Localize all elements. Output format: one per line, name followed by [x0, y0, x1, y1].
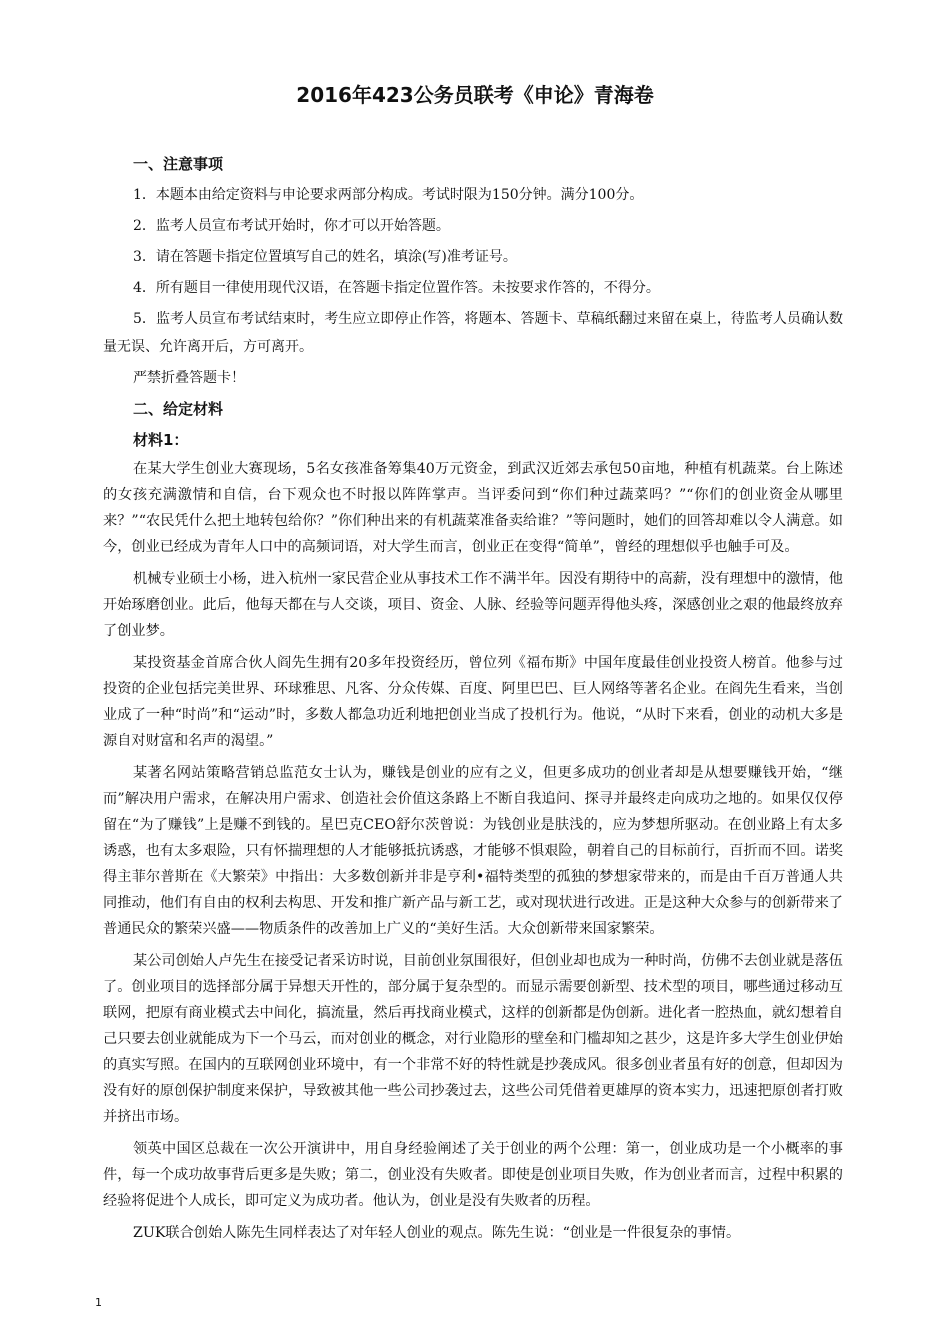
document-body [103, 150, 843, 1252]
notice-item: 3．请在答题卡指定位置填写自己的姓名，填涂(写)准考证号。 [133, 249, 517, 265]
document-title: 2016年423公务员联考《申论》青海卷 [296, 83, 654, 107]
notice-item: 1．本题本由给定资料与申论要求两部分构成。考试时限为150分钟。满分100分。 [133, 187, 644, 203]
material-paragraph: 在某大学生创业大赛现场，5名女孩准备筹集40万元资金，到武汉近郊去承包50亩地，种植有机蔬菜。台上陈述的女孩充满激情和自信，台下观众也不时报以阵阵掌声。当评委问到“你们种过蔬菜吗？”“你们的创业资金从哪里来？”“农民凭什么把土地转包给你？”你们种出来的有机蔬菜准备卖给谁？”等问题时，她们的回答却难以令人满意。如今，创业已经成为青年人口中的高频词语，对大学生而言，创业正在变得“简单”，曾经的理想似乎也触手可及。 [103, 461, 843, 555]
material-paragraph: 领英中国区总裁在一次公开演讲中，用自身经验阐述了关于创业的两个公理：第一，创业成功是一个小概率的事件，每一个成功故事背后更多是失败；第二，创业没有失败者。即使是创业项目失败，作为创业者而言，过程中积累的经验将促进个人成长，即可定义为成功者。他认为，创业是没有失败者的历程。 [103, 1141, 843, 1209]
notice-item: 2．监考人员宣布考试开始时，你才可以开始答题。 [133, 218, 450, 234]
material-paragraph: 某公司创始人卢先生在接受记者采访时说，目前创业氛围很好，但创业却也成为一种时尚，仿佛不去创业就是落伍了。创业项目的选择部分属于异想天开性的，部分属于复杂型的。而显示需要创新型、技术型的项目，哪些通过移动互联网，把原有商业模式去中间化，搞流量，然后再找商业模式，这样的创新都是伪创新。进化者一腔热血，就幻想着自己只要去创业就能成为下一个马云，而对创业的概念，对行业隐形的壁垒和门槛却知之甚少，这是许多大学生创业伊始的真实写照。在国内的互联网创业环境中，有一个非常不好的特性就是抄袭成风。很多创业者虽有好的创意，但却因为没有好的原创保护制度来保护，导致被其他一些公司抄袭过去，这些公司凭借着更雄厚的资本实力，迅速把原创者打败并挤出市场。 [103, 953, 843, 1125]
material-paragraph: ZUK联合创始人陈先生同样表达了对年轻人创业的观点。陈先生说：“创业是一件很复杂的事情。 [133, 1225, 741, 1241]
section-heading-notices: 一、注意事项 [133, 155, 224, 173]
material-paragraph: 某著名网站策略营销总监范女士认为，赚钱是创业的应有之义，但更多成功的创业者却是从想要赚钱开始，“继而”解决用户需求，在解决用户需求、创造社会价值这条路上不断自我追问、探寻并最终走向成功之地的。如果仅仅停留在“为了赚钱”上是赚不到钱的。星巴克CEO舒尔茨曾说：为钱创业是肤浅的，应为梦想所驱动。在创业路上有太多诱惑，也有太多艰险，只有怀揣理想的人才能够抵抗诱惑，才能够不惧艰险，朝着自己的目标前行，百折而不回。诺奖得主菲尔普斯在《大繁荣》中指出：大多数创新并非是亨利•福特类型的孤独的梦想家带来的，而是由千百万普通人共同推动，他们有自由的权利去构思、开发和推广新产品与新工艺，或对现状进行改进。正是这种大众参与的创新带来了普通民众的繁荣兴盛——物质条件的改善加上广义的“美好生活。大众创新带来国家繁荣。 [103, 765, 843, 937]
notice-warning: 严禁折叠答题卡！ [133, 370, 245, 386]
material-paragraph: 机械专业硕士小杨，进入杭州一家民营企业从事技术工作不满半年。因没有期待中的高薪，没有理想中的激情，他开始琢磨创业。此后，他每天都在与人交谈，项目、资金、人脉、经验等问题弄得他头疼，深感创业之艰的他最终放弃了创业梦。 [103, 571, 843, 639]
page-number: 1 [95, 1296, 102, 1309]
notice-item: 5．监考人员宣布考试结束时，考生应立即停止作答，将题本、答题卡、草稿纸翻过来留在桌上，待监考人员确认数量无误、允许离开后，方可离开。 [103, 311, 843, 355]
section-heading-materials: 二、给定材料 [133, 400, 224, 418]
notice-item: 4．所有题目一律使用现代汉语，在答题卡指定位置作答。未按要求作答的，不得分。 [133, 280, 660, 296]
material-label: 材料1： [133, 431, 189, 449]
material-paragraph: 某投资基金首席合伙人阎先生拥有20多年投资经历，曾位列《福布斯》中国年度最佳创业投资人榜首。他参与过投资的企业包括完美世界、环球雅思、凡客、分众传媒、百度、阿里巴巴、巨人网络等著名企业。在阎先生看来，当创业成了一种“时尚”和“运动”时，多数人都急功近利地把创业当成了投机行为。他说，“从时下来看，创业的动机大多是源自对财富和名声的渴望。” [103, 655, 843, 749]
